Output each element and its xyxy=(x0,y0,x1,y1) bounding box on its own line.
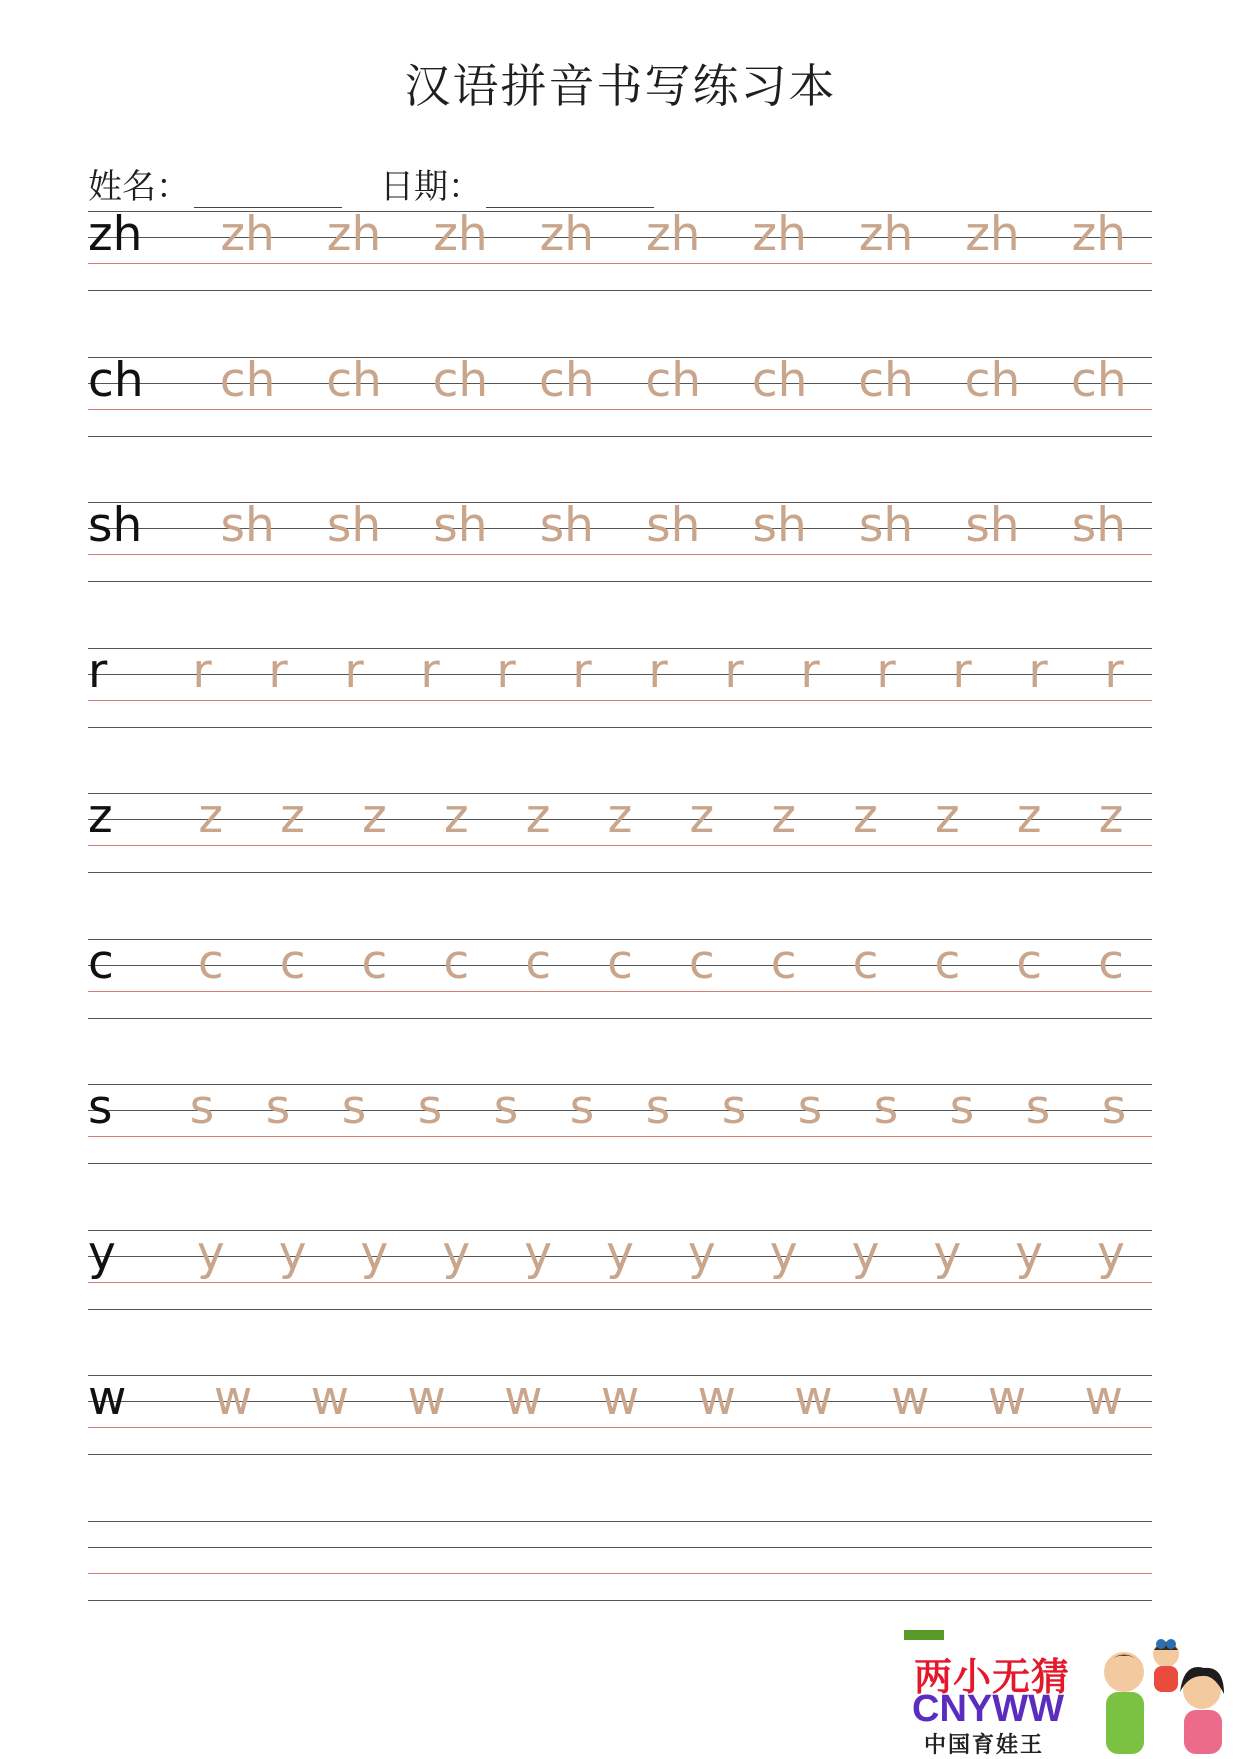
trace-letter: ch xyxy=(432,352,489,408)
trace-letter: c xyxy=(361,934,388,990)
model-letter: zh xyxy=(88,207,143,262)
trace-letter: z xyxy=(198,789,224,844)
trace-letter: z xyxy=(362,789,387,844)
trace-letter: c xyxy=(525,934,552,990)
pinyin-row xyxy=(88,1080,1152,1166)
model-letter: r xyxy=(88,643,108,699)
trace-letter: r xyxy=(268,643,288,699)
glyph-row xyxy=(88,498,1152,557)
trace-letter: c xyxy=(688,934,715,990)
trace-letter: zh xyxy=(326,207,382,262)
trace-letter: ch xyxy=(326,352,382,408)
model-letter: w xyxy=(88,1371,127,1426)
pinyin-row xyxy=(88,1371,1152,1457)
trace-letter: w xyxy=(407,1371,446,1426)
trace-letter: zh xyxy=(858,207,914,262)
trace-letter: y xyxy=(360,1225,389,1281)
trace-letter: w xyxy=(213,1371,253,1426)
glyph-row xyxy=(88,643,1152,703)
glyph-row xyxy=(88,1080,1152,1139)
guide-line xyxy=(88,1454,1152,1455)
trace-letter: sh xyxy=(326,498,382,553)
trace-letter: z xyxy=(525,789,551,844)
guide-line xyxy=(88,727,1152,728)
trace-letter: r xyxy=(1104,643,1124,699)
trace-letter: c xyxy=(1098,934,1124,990)
trace-letter: s xyxy=(873,1080,899,1135)
name-field[interactable] xyxy=(194,171,342,208)
trace-letter: r xyxy=(192,643,212,699)
trace-letter: y xyxy=(851,1225,880,1281)
logo-tagline: 中国育娃王 xyxy=(924,1733,1045,1758)
trace-letter: s xyxy=(1101,1080,1127,1135)
trace-letter: c xyxy=(197,934,224,990)
trace-letter: sh xyxy=(858,498,914,553)
trace-letter: sh xyxy=(220,498,275,553)
trace-letter: y xyxy=(1015,1225,1044,1281)
logo-en-name: CNYWW xyxy=(912,1688,1064,1730)
trace-letter: zh xyxy=(646,207,701,262)
date-label: 日期： xyxy=(380,167,482,207)
trace-letter: r xyxy=(952,643,972,699)
pinyin-row xyxy=(88,1225,1152,1312)
guide-line xyxy=(88,1600,1152,1601)
trace-letter: zh xyxy=(1071,207,1127,262)
model-letter: ch xyxy=(88,352,144,408)
trace-letter: w xyxy=(794,1371,833,1426)
trace-letter: sh xyxy=(965,498,1020,553)
glyph-row xyxy=(88,789,1152,848)
guide-line xyxy=(88,1309,1152,1310)
trace-letter: s xyxy=(797,1080,823,1135)
trace-letter: y xyxy=(606,1225,634,1281)
trace-letter: r xyxy=(572,643,592,699)
trace-letter: s xyxy=(1025,1080,1051,1135)
trace-letter: c xyxy=(770,934,797,990)
trace-letter: r xyxy=(876,643,896,699)
trace-letter: ch xyxy=(645,352,702,408)
trace-letter: sh xyxy=(752,498,807,553)
trace-letter: y xyxy=(769,1225,798,1281)
guide-line xyxy=(88,581,1152,582)
trace-letter: s xyxy=(569,1080,595,1135)
trace-letter: c xyxy=(443,934,470,990)
trace-letter: y xyxy=(278,1225,307,1281)
glyph-row xyxy=(88,207,1152,266)
trace-letter: c xyxy=(1016,934,1043,990)
trace-letter: z xyxy=(853,789,878,844)
trace-letter: z xyxy=(280,789,305,844)
logo-cn-name: 两小无猜 xyxy=(914,1655,1071,1699)
trace-letter: z xyxy=(771,789,796,844)
trace-letter: ch xyxy=(1071,352,1127,408)
trace-letter: s xyxy=(721,1080,747,1135)
guide-line xyxy=(88,290,1152,291)
trace-letter: zh xyxy=(752,207,807,262)
glyph-row xyxy=(88,1225,1152,1285)
trace-letter: zh xyxy=(965,207,1020,262)
model-letter: c xyxy=(88,934,114,990)
trace-letter: c xyxy=(607,934,633,990)
date-field[interactable] xyxy=(486,171,654,208)
trace-letter: s xyxy=(265,1080,291,1135)
trace-letter: r xyxy=(344,643,364,699)
trace-letter: c xyxy=(279,934,306,990)
pinyin-row xyxy=(88,498,1152,584)
glyph-row xyxy=(88,934,1152,994)
trace-letter: ch xyxy=(539,352,595,408)
pinyin-row xyxy=(88,352,1152,439)
trace-letter: s xyxy=(417,1080,443,1135)
trace-letter: z xyxy=(1016,789,1042,844)
guide-line xyxy=(88,1018,1152,1019)
glyph-row xyxy=(88,1521,1152,1576)
pinyin-row xyxy=(88,643,1152,730)
trace-letter: s xyxy=(645,1080,671,1135)
trace-letter: sh xyxy=(539,498,594,553)
pinyin-row xyxy=(88,1521,1152,1603)
trace-letter: zh xyxy=(433,207,488,262)
glyph-row xyxy=(88,352,1152,412)
page-title: 汉语拼音书写练习本 xyxy=(404,59,837,113)
trace-letter: zh xyxy=(220,207,275,262)
trace-letter: w xyxy=(600,1371,640,1426)
trace-letter: z xyxy=(935,789,960,844)
glyph-row xyxy=(88,1371,1152,1430)
trace-letter: s xyxy=(189,1080,215,1135)
trace-letter: z xyxy=(443,789,469,844)
trace-letter: r xyxy=(1028,643,1048,699)
trace-letter: y xyxy=(196,1225,225,1281)
trace-letter: r xyxy=(724,643,744,699)
trace-letter: y xyxy=(442,1225,471,1281)
model-letter: s xyxy=(88,1080,113,1135)
trace-letter: ch xyxy=(751,352,808,408)
trace-letter: z xyxy=(689,789,715,844)
guide-line xyxy=(88,436,1152,437)
trace-letter: s xyxy=(341,1080,367,1135)
trace-letter: y xyxy=(524,1225,553,1281)
brand-logo xyxy=(904,1630,1241,1758)
trace-letter: ch xyxy=(964,352,1021,408)
trace-letter: ch xyxy=(858,352,914,408)
trace-letter: w xyxy=(891,1371,930,1426)
pinyin-row xyxy=(88,789,1152,875)
pinyin-row xyxy=(88,207,1152,293)
logo-tab xyxy=(904,1630,944,1640)
name-label: 姓名： xyxy=(88,167,190,207)
guide-line xyxy=(88,872,1152,873)
trace-letter: z xyxy=(607,789,633,844)
trace-letter: w xyxy=(987,1371,1027,1426)
model-letter: sh xyxy=(88,498,143,553)
trace-letter: c xyxy=(852,934,879,990)
trace-letter: w xyxy=(310,1371,350,1426)
trace-letter: z xyxy=(1098,789,1124,844)
trace-letter: ch xyxy=(219,352,276,408)
trace-letter: r xyxy=(496,643,516,699)
trace-letter: y xyxy=(933,1225,962,1281)
trace-letter: w xyxy=(697,1371,736,1426)
trace-letter: y xyxy=(687,1225,716,1281)
model-letter: z xyxy=(88,789,113,844)
cartoon-family-icon xyxy=(1084,1632,1234,1754)
trace-letter: w xyxy=(504,1371,543,1426)
trace-letter: c xyxy=(934,934,961,990)
trace-letter: s xyxy=(949,1080,975,1135)
info-row xyxy=(88,158,654,208)
trace-letter: y xyxy=(1097,1225,1125,1281)
trace-letter: r xyxy=(648,643,668,699)
trace-letter: w xyxy=(1084,1371,1123,1426)
trace-letter: r xyxy=(800,643,820,699)
trace-letter: sh xyxy=(1071,498,1126,553)
trace-letter: zh xyxy=(539,207,595,262)
trace-letter: s xyxy=(493,1080,519,1135)
pinyin-row xyxy=(88,934,1152,1021)
trace-letter: r xyxy=(420,643,440,699)
guide-line xyxy=(88,1163,1152,1164)
trace-letter: sh xyxy=(433,498,488,553)
trace-letter: sh xyxy=(646,498,701,553)
model-letter: y xyxy=(88,1225,116,1281)
